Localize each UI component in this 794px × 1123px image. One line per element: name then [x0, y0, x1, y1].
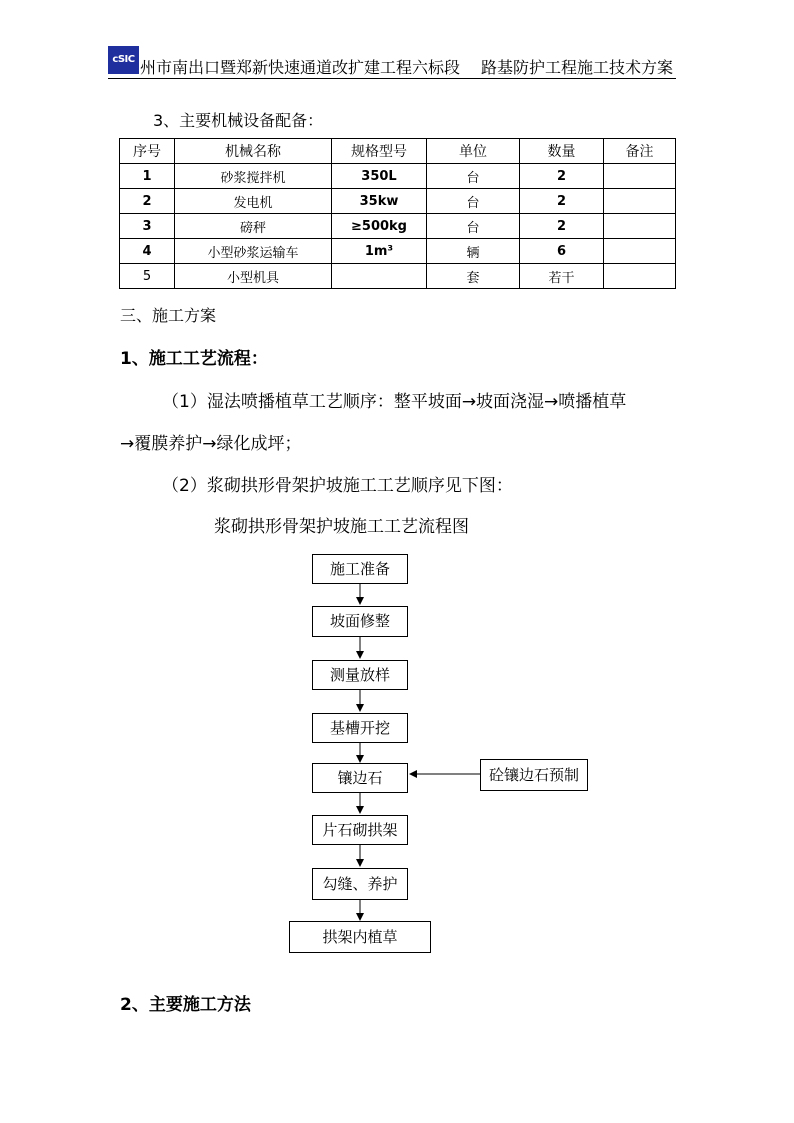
table-cell: 3: [120, 214, 175, 239]
table-header-cell: 备注: [604, 139, 676, 164]
flowchart-title: 浆砌拱形骨架护坡施工工艺流程图: [214, 517, 469, 537]
header-project-title: 州市南出口暨郑新快速通道改扩建工程六标段: [140, 58, 461, 77]
table-header-cell: 机械名称: [175, 139, 332, 164]
flow-step-planting-grass: 拱架内植草: [289, 921, 431, 953]
table-cell: 若干: [520, 264, 604, 289]
table-cell: 台: [427, 164, 520, 189]
table-cell: 350L: [332, 164, 427, 189]
flow-step-preparation: 施工准备: [312, 554, 408, 584]
flow-step-trench-excavation: 基槽开挖: [312, 713, 408, 743]
table-cell: 砂浆搅拌机: [175, 164, 332, 189]
section-3-heading: 3、主要机械设备配备：: [153, 111, 324, 130]
table-cell: 套: [427, 264, 520, 289]
table-cell: 2: [520, 164, 604, 189]
company-logo: cSIC: [108, 46, 139, 74]
table-cell: 5: [120, 264, 175, 289]
table-cell: 小型砂浆运输车: [175, 239, 332, 264]
table-cell: 台: [427, 214, 520, 239]
table-header-cell: 序号: [120, 139, 175, 164]
chapter-3-heading: 三、施工方案: [120, 306, 217, 325]
table-cell: 6: [520, 239, 604, 264]
table-cell: 1: [120, 164, 175, 189]
table-cell: 小型机具: [175, 264, 332, 289]
flow-side-precast-edge-stone: 砼镶边石预制: [480, 759, 588, 791]
table-cell: 发电机: [175, 189, 332, 214]
paragraph-1-line-2: →覆膜养护→绿化成坪；: [120, 434, 302, 454]
flow-step-survey-layout: 测量放样: [312, 660, 408, 690]
table-cell: 台: [427, 189, 520, 214]
flow-step-edge-stone: 镶边石: [312, 763, 408, 793]
table-cell: 磅秤: [175, 214, 332, 239]
table-header-cell: 单位: [427, 139, 520, 164]
table-cell: 1m³: [332, 239, 427, 264]
subsection-2-heading: 2、主要施工方法: [120, 995, 251, 1015]
table-cell: 35kw: [332, 189, 427, 214]
table-cell: 4: [120, 239, 175, 264]
table-header-cell: 规格型号: [332, 139, 427, 164]
flow-step-pointing-curing: 勾缝、养护: [312, 868, 408, 900]
flow-step-rubble-arch: 片石砌拱架: [312, 815, 408, 845]
flow-step-slope-trimming: 坡面修整: [312, 606, 408, 637]
table-header-cell: 数量: [520, 139, 604, 164]
table-cell: ≥500kg: [332, 214, 427, 239]
header-document-title: 路基防护工程施工技术方案: [481, 58, 674, 77]
table-cell: 辆: [427, 239, 520, 264]
paragraph-2: （2）浆砌拱形骨架护坡施工工艺顺序见下图：: [162, 476, 513, 496]
paragraph-1-line-1: （1）湿法喷播植草工艺顺序：整平坡面→坡面浇湿→喷播植草: [162, 392, 627, 412]
table-cell: 2: [520, 189, 604, 214]
table-cell: 2: [120, 189, 175, 214]
subsection-1-heading: 1、施工工艺流程：: [120, 349, 268, 369]
table-cell: 2: [520, 214, 604, 239]
